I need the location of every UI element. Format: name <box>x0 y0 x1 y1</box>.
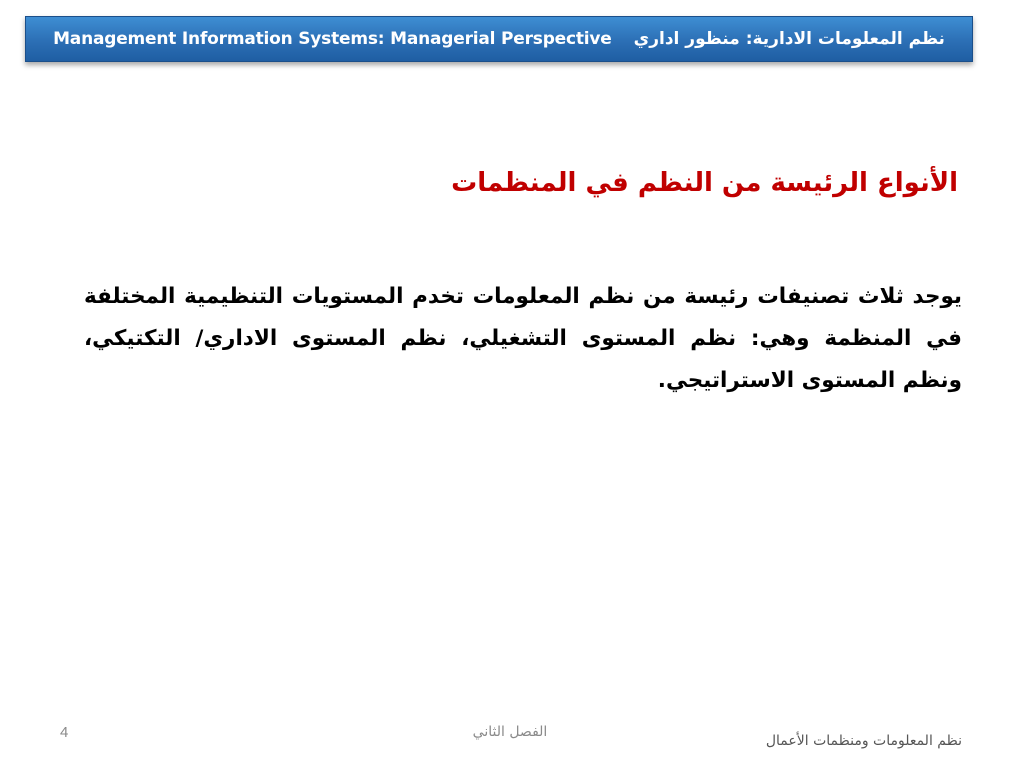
footer-page-number: 4 <box>60 724 69 741</box>
header-title-english: Management Information Systems: Managerial Perspective <box>53 29 612 49</box>
footer-chapter: الفصل الثاني <box>472 724 548 740</box>
slide-body-text: يوجد ثلاث تصنيفات رئيسة من نظم المعلومات تخدم المستويات التنظيمية المختلفة في المنظمة وهي: نظم المستوى التشغيلي، نظم المستوى الاداري/ التكتيكي، ونظم المستوى الاستراتيجي. <box>84 284 962 393</box>
slide-title: الأنواع الرئيسة من النظم في المنظمات <box>451 168 958 198</box>
header-title-arabic: نظم المعلومات الادارية: منظور اداري <box>633 29 945 49</box>
header-banner <box>25 16 973 62</box>
footer-book-title: نظم المعلومات ومنظمات الأعمال <box>765 733 962 749</box>
